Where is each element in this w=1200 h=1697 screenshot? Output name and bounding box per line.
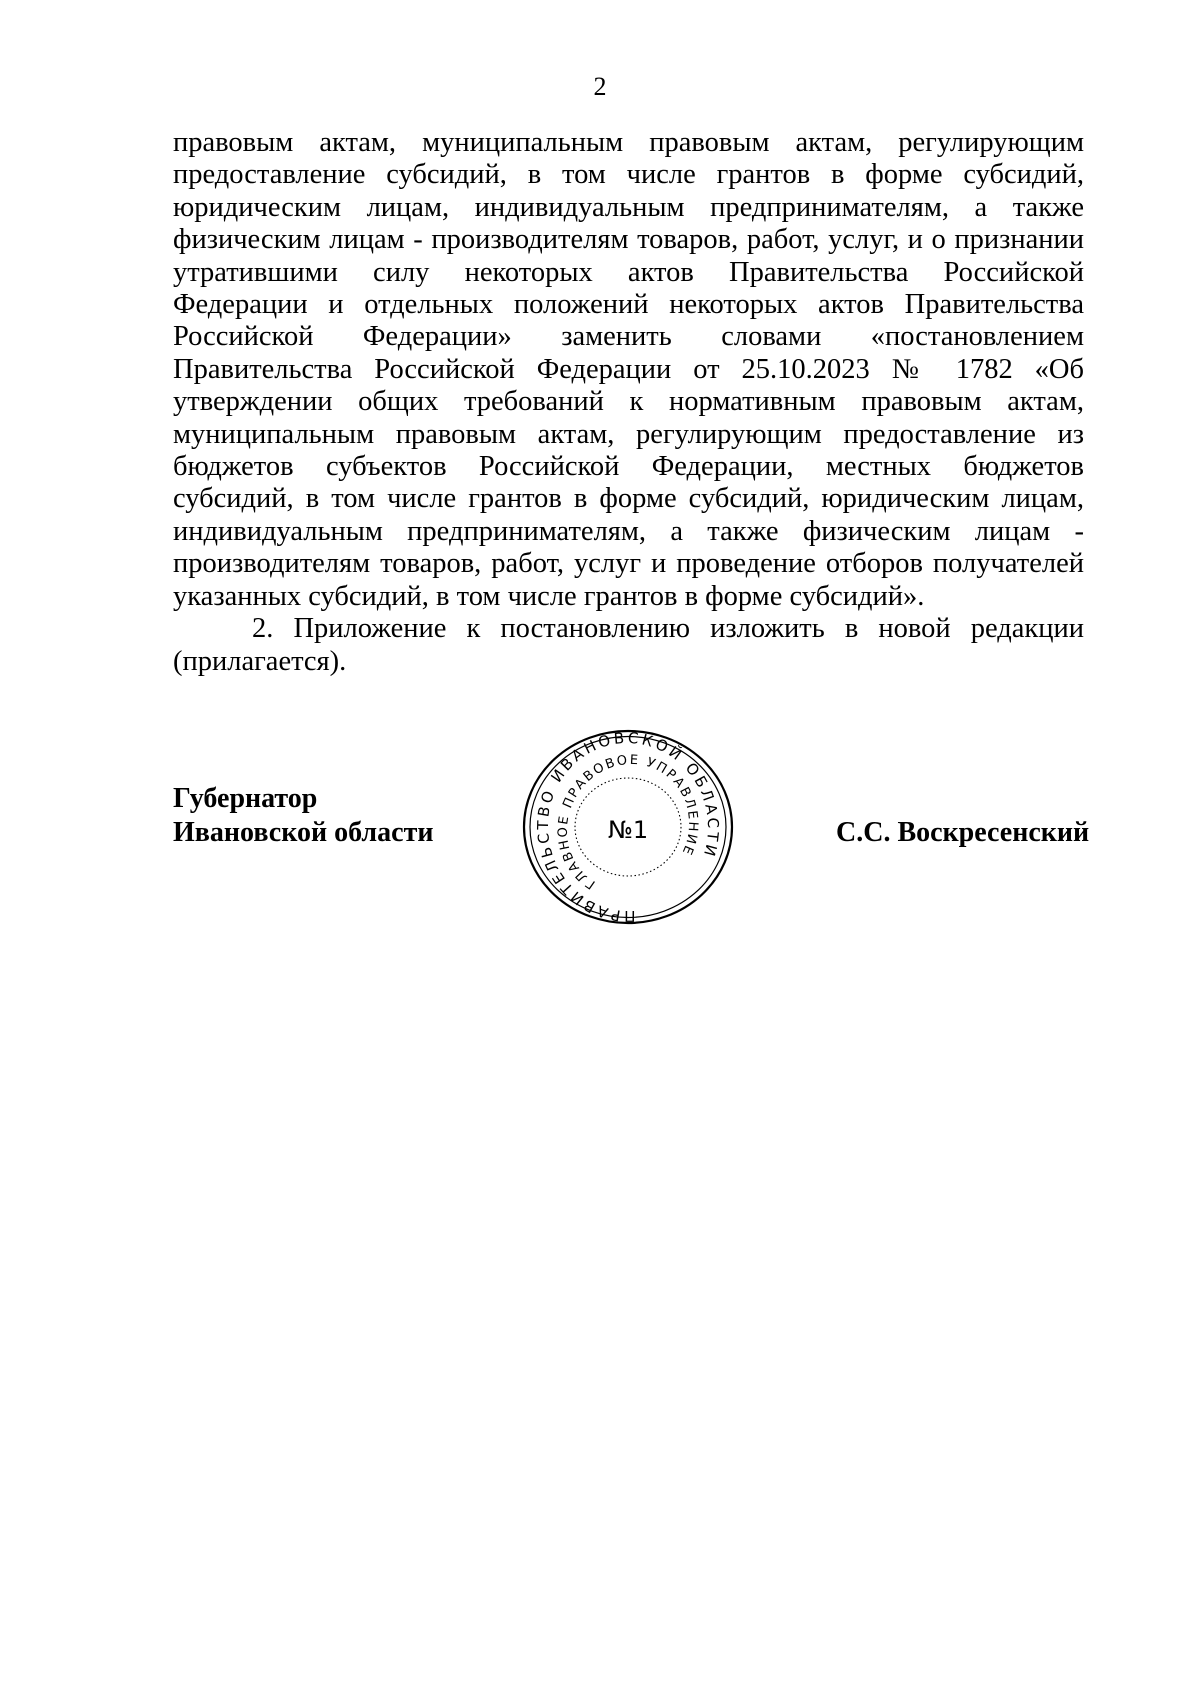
official-seal bbox=[519, 726, 737, 928]
signatory-title-line-1: Губернатор bbox=[173, 783, 318, 814]
seal-graphic bbox=[519, 726, 737, 928]
signatory-title-line-2: Ивановской области bbox=[173, 817, 434, 848]
page-number: 2 bbox=[593, 72, 607, 101]
seal-number: №1 bbox=[607, 816, 649, 844]
document-body bbox=[173, 127, 1084, 678]
signatory-name: С.С. Воскресенский bbox=[836, 817, 1090, 848]
seal-inner-text: ГЛАВНОЕ ПРАВОВОЕ УПРАВЛЕНИЕ bbox=[555, 752, 701, 892]
paragraph-continuation: правовым актам, муниципальным правовым актам, регулирующим предоставление субсидий, в том числе грантов в форме субсидий, юридическим лицам, индивидуальным предпринимателям, а также физическим лицам - производителям товаров, работ, услуг, и о признании утратившими силу некоторых актов Правительства Российской Федерации и отдельных положений некоторых актов Правительства Российской Федерации» заменить словами «постановлением Правительства Российской Федерации от 25.10.2023 № 1782 «Об утверждении общих требований к нормативным правовым актам, муниципальным правовым актам, регулирующим предоставление из бюджетов субъектов Российской Федерации, местных бюджетов субсидий, в том числе грантов в форме субсидий, юридическим лицам, индивидуальным предпринимателям, а также физическим лицам - производителям товаров, работ, услуг и проведение отборов получателей указанных субсидий, в том числе грантов в форме субсидий». bbox=[173, 127, 1084, 612]
paragraph-item-2: 2. Приложение к постановлению изложить в новой редакции (прилагается). bbox=[173, 613, 1084, 677]
seal-outer-text: ПРАВИТЕЛЬСТВО ИВАНОВСКОЙ ОБЛАСТИ bbox=[533, 728, 723, 926]
signatory-title bbox=[173, 782, 433, 850]
